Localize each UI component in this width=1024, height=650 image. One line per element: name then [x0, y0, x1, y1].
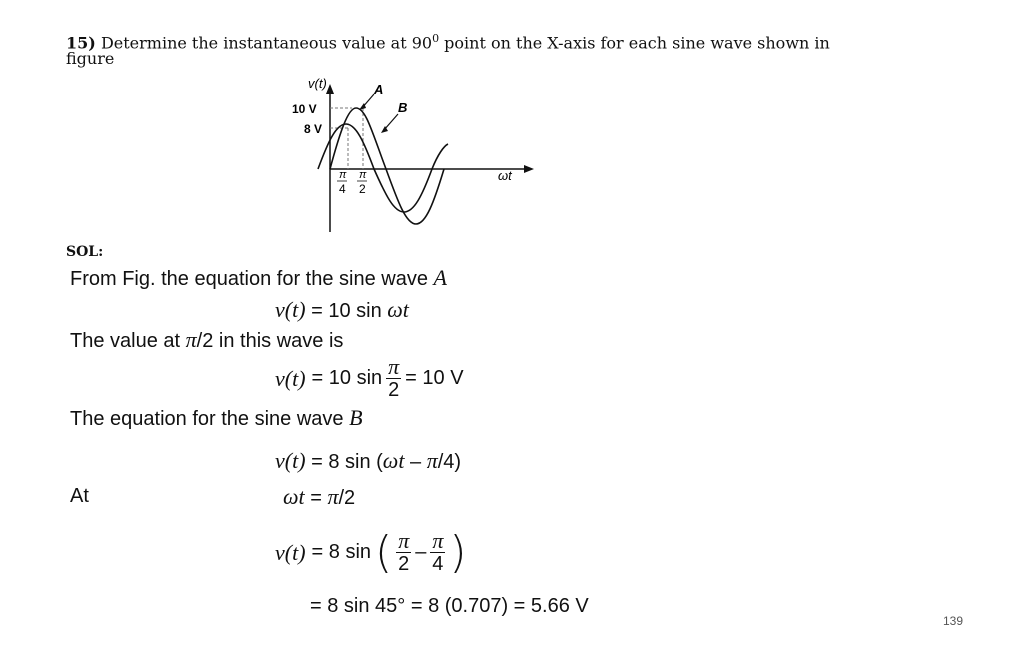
text2-a: The value at — [70, 330, 186, 352]
equation-1 — [275, 297, 409, 323]
x-axis-label: ωt — [498, 168, 512, 183]
solution-text-1-body: From Fig. the equation for the sine wave — [70, 268, 434, 290]
eq3-rhs-c: /4) — [437, 451, 462, 473]
label-8v: 8 V — [304, 122, 323, 136]
sine-wave-b — [318, 124, 448, 212]
text2-pi: π — [185, 327, 197, 352]
label-10v: 10 V — [292, 102, 317, 116]
eq2-num: π — [388, 354, 400, 379]
eq3-pi: π — [426, 448, 438, 473]
label-a: A — [374, 82, 384, 97]
y-axis-arrow — [326, 84, 334, 94]
page-number: 139 — [943, 614, 964, 628]
eq4-rhs: = — [304, 487, 328, 509]
right-paren: ) — [449, 526, 467, 578]
y-axis-label: v(t) — [308, 76, 327, 91]
eq5-den2: 4 — [432, 553, 444, 575]
question-number: 15) — [66, 33, 96, 53]
eq3-rhs-a: = 8 sin ( — [311, 451, 383, 473]
eq2-lhs: v(t) — [275, 365, 306, 391]
sine-wave-figure — [280, 72, 550, 242]
label-b: B — [398, 100, 408, 115]
eq5-den1: 2 — [398, 553, 410, 575]
equation-6: = 8 sin 45° = 8 (0.707) = 5.66 V — [310, 595, 589, 617]
eq2-den: 2 — [388, 379, 400, 401]
question-line-1 — [66, 29, 830, 53]
left-paren: ( — [375, 526, 393, 578]
eq5-minus: – — [415, 541, 427, 563]
eq2-rhs: = 10 V — [405, 367, 464, 389]
degree-superscript: 0 — [432, 32, 440, 45]
wave-a-var: A — [433, 265, 447, 290]
eq3-rhs-b: – — [404, 451, 427, 473]
equation-3 — [275, 448, 461, 474]
solution-text-3 — [70, 405, 363, 431]
eq1-lhs: v(t) — [275, 297, 306, 322]
eq5-num2: π — [432, 528, 444, 553]
eq2-mid: = 10 sin — [311, 367, 383, 389]
equation-2 — [275, 356, 464, 401]
question-line-2: figure — [66, 49, 115, 68]
eq4-var: ωt — [283, 484, 305, 509]
solution-label: SOL: — [66, 244, 104, 260]
wave-b-var: B — [349, 405, 363, 430]
eq1-var: ωt — [387, 297, 409, 322]
eq1-rhs: = 10 sin — [311, 300, 388, 322]
eq5-fraction-1 — [396, 530, 411, 575]
label-b-arrow — [384, 114, 398, 130]
tick-pi2-den: 2 — [359, 182, 366, 196]
tick-pi4-num: π — [339, 169, 347, 181]
eq5-num1: π — [398, 528, 410, 553]
solution-text-2 — [70, 327, 343, 353]
eq2-fraction — [386, 356, 401, 401]
equation-5 — [275, 526, 467, 578]
eq3-lhs: v(t) — [275, 448, 306, 473]
eq4-pi: π — [327, 484, 339, 509]
tick-pi2-num: π — [359, 169, 367, 181]
question-text-tail: point on the X-axis for each sine wave shown in — [444, 33, 830, 53]
tick-pi4-den: 4 — [339, 182, 346, 196]
sine-wave-a — [330, 108, 444, 224]
at-label: At — [70, 485, 89, 507]
eq5-lhs: v(t) — [275, 539, 306, 565]
eq5-fraction-2 — [430, 530, 445, 575]
text2-b: /2 in this wave is — [196, 330, 344, 352]
x-axis-arrow — [524, 165, 534, 173]
eq3-var: ωt — [382, 448, 405, 473]
solution-text-1 — [70, 265, 447, 291]
equation-4 — [283, 484, 355, 510]
eq5-mid: = 8 sin — [311, 541, 372, 563]
text3-body: The equation for the sine wave — [70, 408, 350, 430]
eq4-tail: /2 — [338, 487, 356, 509]
question-text: Determine the instantaneous value at 90 — [100, 33, 433, 53]
